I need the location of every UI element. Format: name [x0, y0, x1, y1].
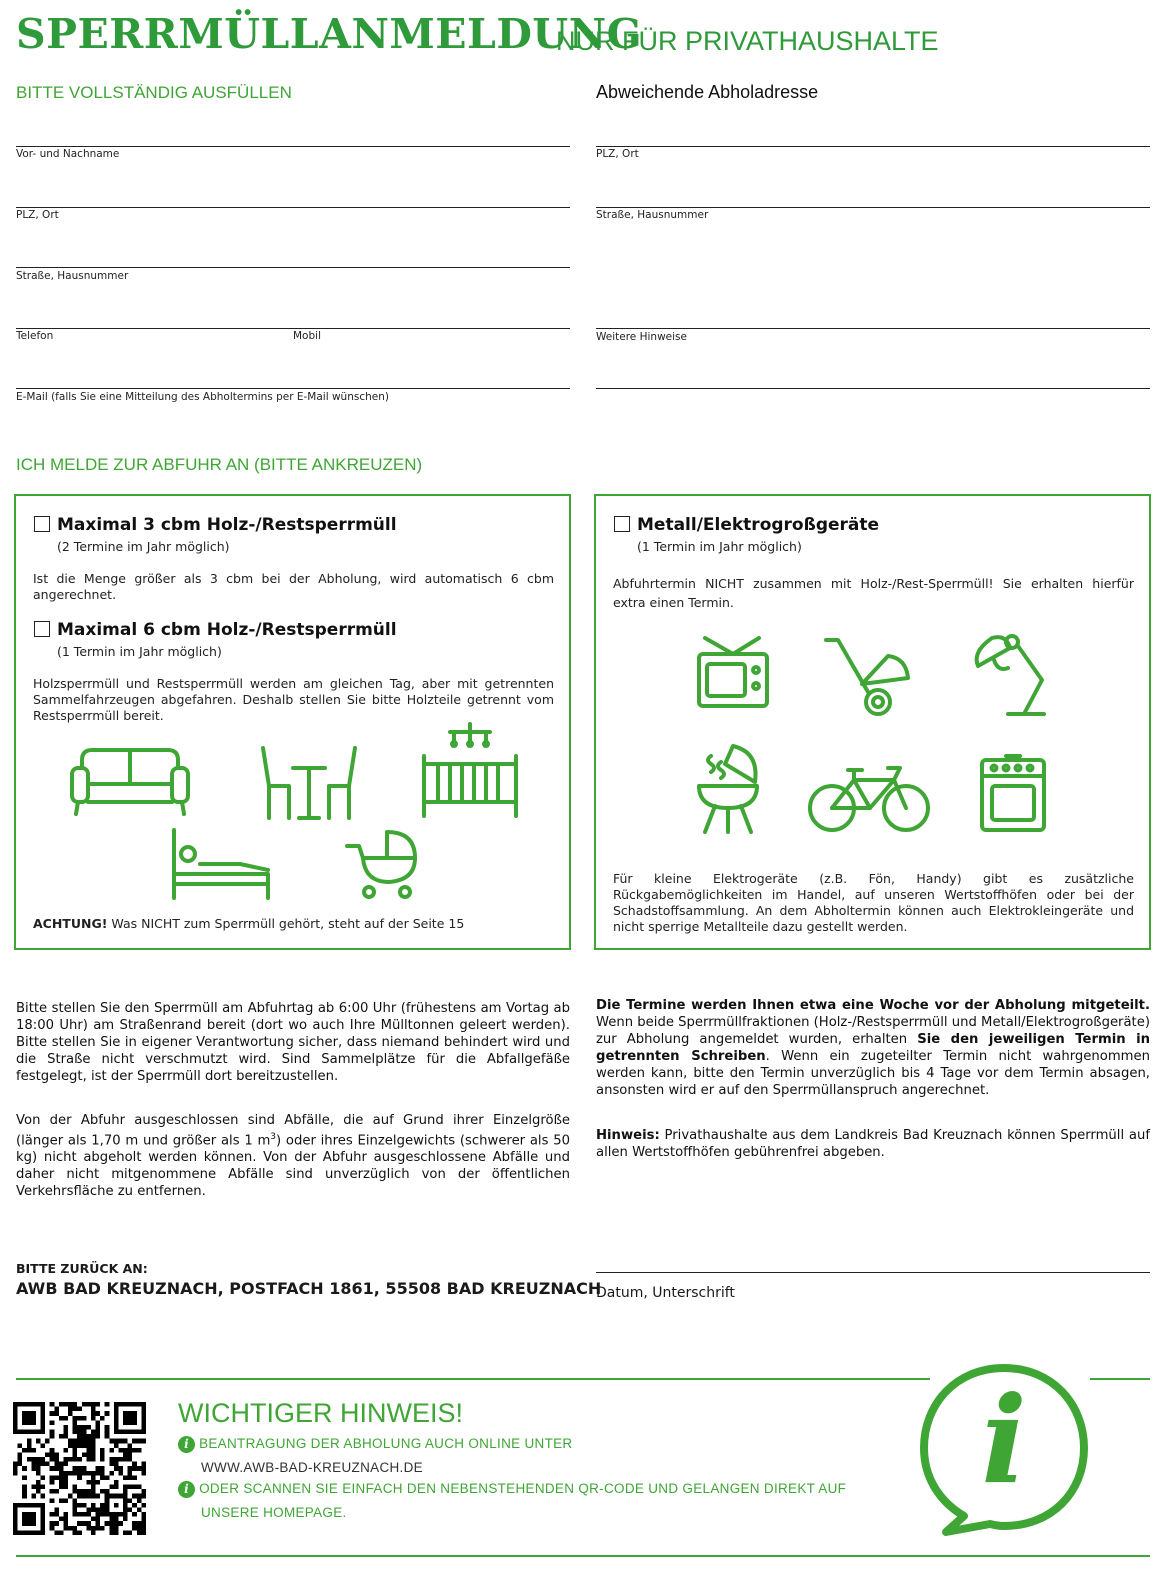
option-3cbm-title: Maximal 3 cbm Holz-/Restsperrmüll: [57, 515, 397, 535]
name-label: Vor- und Nachname: [16, 148, 120, 160]
info-right-p2-bold: Hinweis:: [596, 1128, 660, 1143]
notice-line-3: UNSERE HOMEPAGE.: [201, 1505, 347, 1520]
option-3cbm-sub: (2 Termine im Jahr möglich): [57, 539, 230, 554]
form-left-heading: BITTE VOLLSTÄNDIG AUSFÜLLEN: [16, 83, 292, 102]
notes-field-line2[interactable]: [596, 388, 1150, 389]
warning-body: Was NICHT zum Sperrmüll gehört, steht auf der Seite 15: [107, 916, 465, 931]
lawnmower-icon: [822, 634, 916, 720]
info-right-p1-b: . Wenn ein zugeteilter Termin nicht wahrgenommen werden kann, bitte den Termin unverzüglich bis 4 Tage vor dem Termin absagen, ansonsten wird er auf den Sperrmüllanspruch angerechnet.: [596, 1049, 1150, 1098]
selection-heading: ICH MELDE ZUR ABFUHR AN (BITTE ANKREUZEN): [16, 455, 423, 474]
info-left-p2-sup: 3: [270, 1132, 277, 1142]
info-left-p2-b: ) oder ihres Einzelgewichts (schwerer als 50 kg) nicht abgeholt werden können. Von der Abfuhr ausgeschlossene Abfälle und daher nicht mitgenommene Abfälle sind unverzüglich von der öffentlichen Verkehrsfläche zu entfernen.: [16, 1133, 570, 1200]
return-label: BITTE ZURÜCK AN:: [16, 1261, 148, 1276]
stove-icon: [978, 752, 1048, 834]
option-metal-title: Metall/Elektrogroßgeräte: [637, 515, 880, 535]
signature-label: Datum, Unterschrift: [596, 1285, 735, 1301]
bed-icon: [170, 828, 272, 900]
plz-field[interactable]: [16, 207, 570, 208]
option-metal-text: Abfuhrtermin NICHT zusammen mit Holz-/Rest-Sperrmüll! Sie erhalten hierfür extra einen Termin.: [613, 576, 1134, 610]
sofa-icon: [68, 746, 192, 818]
notice-line-2: [178, 1481, 846, 1498]
info-left-paragraph-1: Bitte stellen Sie den Sperrmüll am Abfuhrtag ab 6:00 Uhr (frühestens am Vortag ab 18:00 Uhr) am Straßenrand bereit (dort wo auch Ihre Mülltonnen geleert werden). Bitte stellen Sie in eigener Verantwortung sicher, dass niemand behindert wird und die Straße nicht verschmutzt wird. Sind Sammelplätze für die Abfallgefäße festgelegt, ist der Sperrmüll dort bereitzustellen.: [16, 1001, 570, 1084]
alt-street-label: Straße, Hausnummer: [596, 209, 709, 221]
option-metal-checkbox[interactable]: [614, 516, 630, 532]
wood-waste-box: [14, 494, 571, 950]
metal-electro-box: [594, 494, 1151, 950]
email-label: E-Mail (falls Sie eine Mitteilung des Abholtermins per E-Mail wünschen): [16, 391, 389, 403]
info-speech-bubble-icon: [916, 1360, 1092, 1536]
option-6cbm-title: Maximal 6 cbm Holz-/Restsperrmüll: [57, 620, 397, 640]
phone-label: Telefon: [16, 330, 54, 342]
mobile-label: Mobil: [293, 330, 321, 342]
alt-plz-label: PLZ, Ort: [596, 148, 639, 160]
notice-bottom-rule: [16, 1555, 1150, 1557]
info-left-p2-a: Von der Abfuhr ausgeschlossen sind Abfälle, die auf Grund ihrer Einzelgröße (länger als 1,70 m und größer als 1 m: [16, 1113, 570, 1149]
form-right-heading: Abweichende Abholadresse: [596, 82, 819, 102]
email-field[interactable]: [16, 388, 570, 389]
warning-label: ACHTUNG!: [33, 916, 108, 931]
grill-icon: [695, 742, 761, 834]
qr-code[interactable]: [13, 1402, 146, 1535]
info-right-p2-text: Privathaushalte aus dem Landkreis Bad Kreuznach können Sperrmüll auf allen Wertstoffhöfen gebührenfrei abgeben.: [596, 1128, 1150, 1160]
street-field[interactable]: [16, 267, 570, 268]
crib-icon: [420, 722, 520, 822]
info-right-paragraph-2: [596, 1127, 1150, 1161]
option-6cbm-checkbox[interactable]: [34, 621, 50, 637]
info-bullet-icon: i: [178, 1481, 195, 1498]
info-bullet-icon: i: [178, 1436, 195, 1453]
bicycle-icon: [808, 762, 930, 834]
tv-icon: [695, 634, 771, 712]
warning-text: [33, 916, 464, 932]
phone-field[interactable]: [16, 328, 570, 329]
alt-plz-field[interactable]: [596, 146, 1150, 147]
return-address: AWB BAD KREUZNACH, POSTFACH 1861, 55508 BAD KREUZNACH: [16, 1279, 602, 1298]
desk-lamp-icon: [968, 632, 1050, 718]
option-6cbm-sub: (1 Termin im Jahr möglich): [57, 644, 222, 659]
info-glyph: i: [981, 1370, 1027, 1511]
info-right-p1-bold2: Sie den jeweiligen Termin in getrennten Schreiben: [596, 1032, 1150, 1064]
alt-street-field[interactable]: [596, 207, 1150, 208]
notice-top-rule: [16, 1378, 930, 1380]
info-right-p1-bold: Die Termine werden Ihnen etwa eine Woche vor der Abholung mitgeteilt.: [596, 998, 1150, 1013]
street-label: Straße, Hausnummer: [16, 270, 129, 282]
page-subtitle: NUR FÜR PRIVATHAUSHALTE: [556, 26, 939, 56]
notes-label: Weitere Hinweise: [596, 331, 687, 343]
notice-url[interactable]: WWW.AWB-BAD-KREUZNACH.DE: [201, 1460, 423, 1475]
notice-heading: WICHTIGER HINWEIS!: [178, 1398, 463, 1428]
option-3cbm-text: Ist die Menge größer als 3 cbm bei der Abholung, wird automatisch 6 cbm angerechnet.: [33, 571, 554, 602]
notice-line-1: [178, 1436, 572, 1453]
info-left-paragraph-2: [16, 1112, 570, 1200]
notes-field[interactable]: [596, 328, 1150, 329]
notice-top-rule-right: [1090, 1378, 1150, 1380]
info-right-p1-a: Wenn beide Sperrmüllfraktionen (Holz-/Restsperrmüll und Metall/Elektrogroßgeräte) zur Abholung angemeldet wurden, erhalten: [596, 1015, 1150, 1047]
option-3cbm-checkbox[interactable]: [34, 516, 50, 532]
info-right-paragraph-1: [596, 997, 1150, 1099]
option-metal-sub: (1 Termin im Jahr möglich): [637, 539, 802, 554]
notice-line-1-text: BEANTRAGUNG DER ABHOLUNG AUCH ONLINE UNTER: [199, 1436, 573, 1452]
stroller-icon: [345, 828, 421, 900]
plz-label: PLZ, Ort: [16, 209, 59, 221]
page-title: SPERRMÜLLANMELDUNG: [16, 10, 643, 58]
notice-line-2-text: ODER SCANNEN SIE EINFACH DEN NEBENSTEHENDEN QR-CODE UND GELANGEN DIREKT AUF: [199, 1481, 847, 1497]
name-field[interactable]: [16, 146, 570, 147]
signature-field[interactable]: [596, 1272, 1150, 1273]
option-6cbm-text: Holzsperrmüll und Restsperrmüll werden am gleichen Tag, aber mit getrennten Sammelfahrzeugen abgefahren. Deshalb stellen Sie bitte Holzteile getrennt vom Restsperrmüll bereit.: [33, 676, 554, 723]
table-chairs-icon: [259, 746, 359, 820]
small-electro-text: Für kleine Elektrogeräte (z.B. Fön, Handy) gibt es zusätzliche Rückgabemöglichkeiten im Handel, auf unseren Wertstoffhöfen oder bei der Schadstoffsammlung. An dem Abholtermin können auch Elektrokleingeräte und nicht sperrige Metallteile dazu gestellt werden.: [613, 871, 1134, 934]
